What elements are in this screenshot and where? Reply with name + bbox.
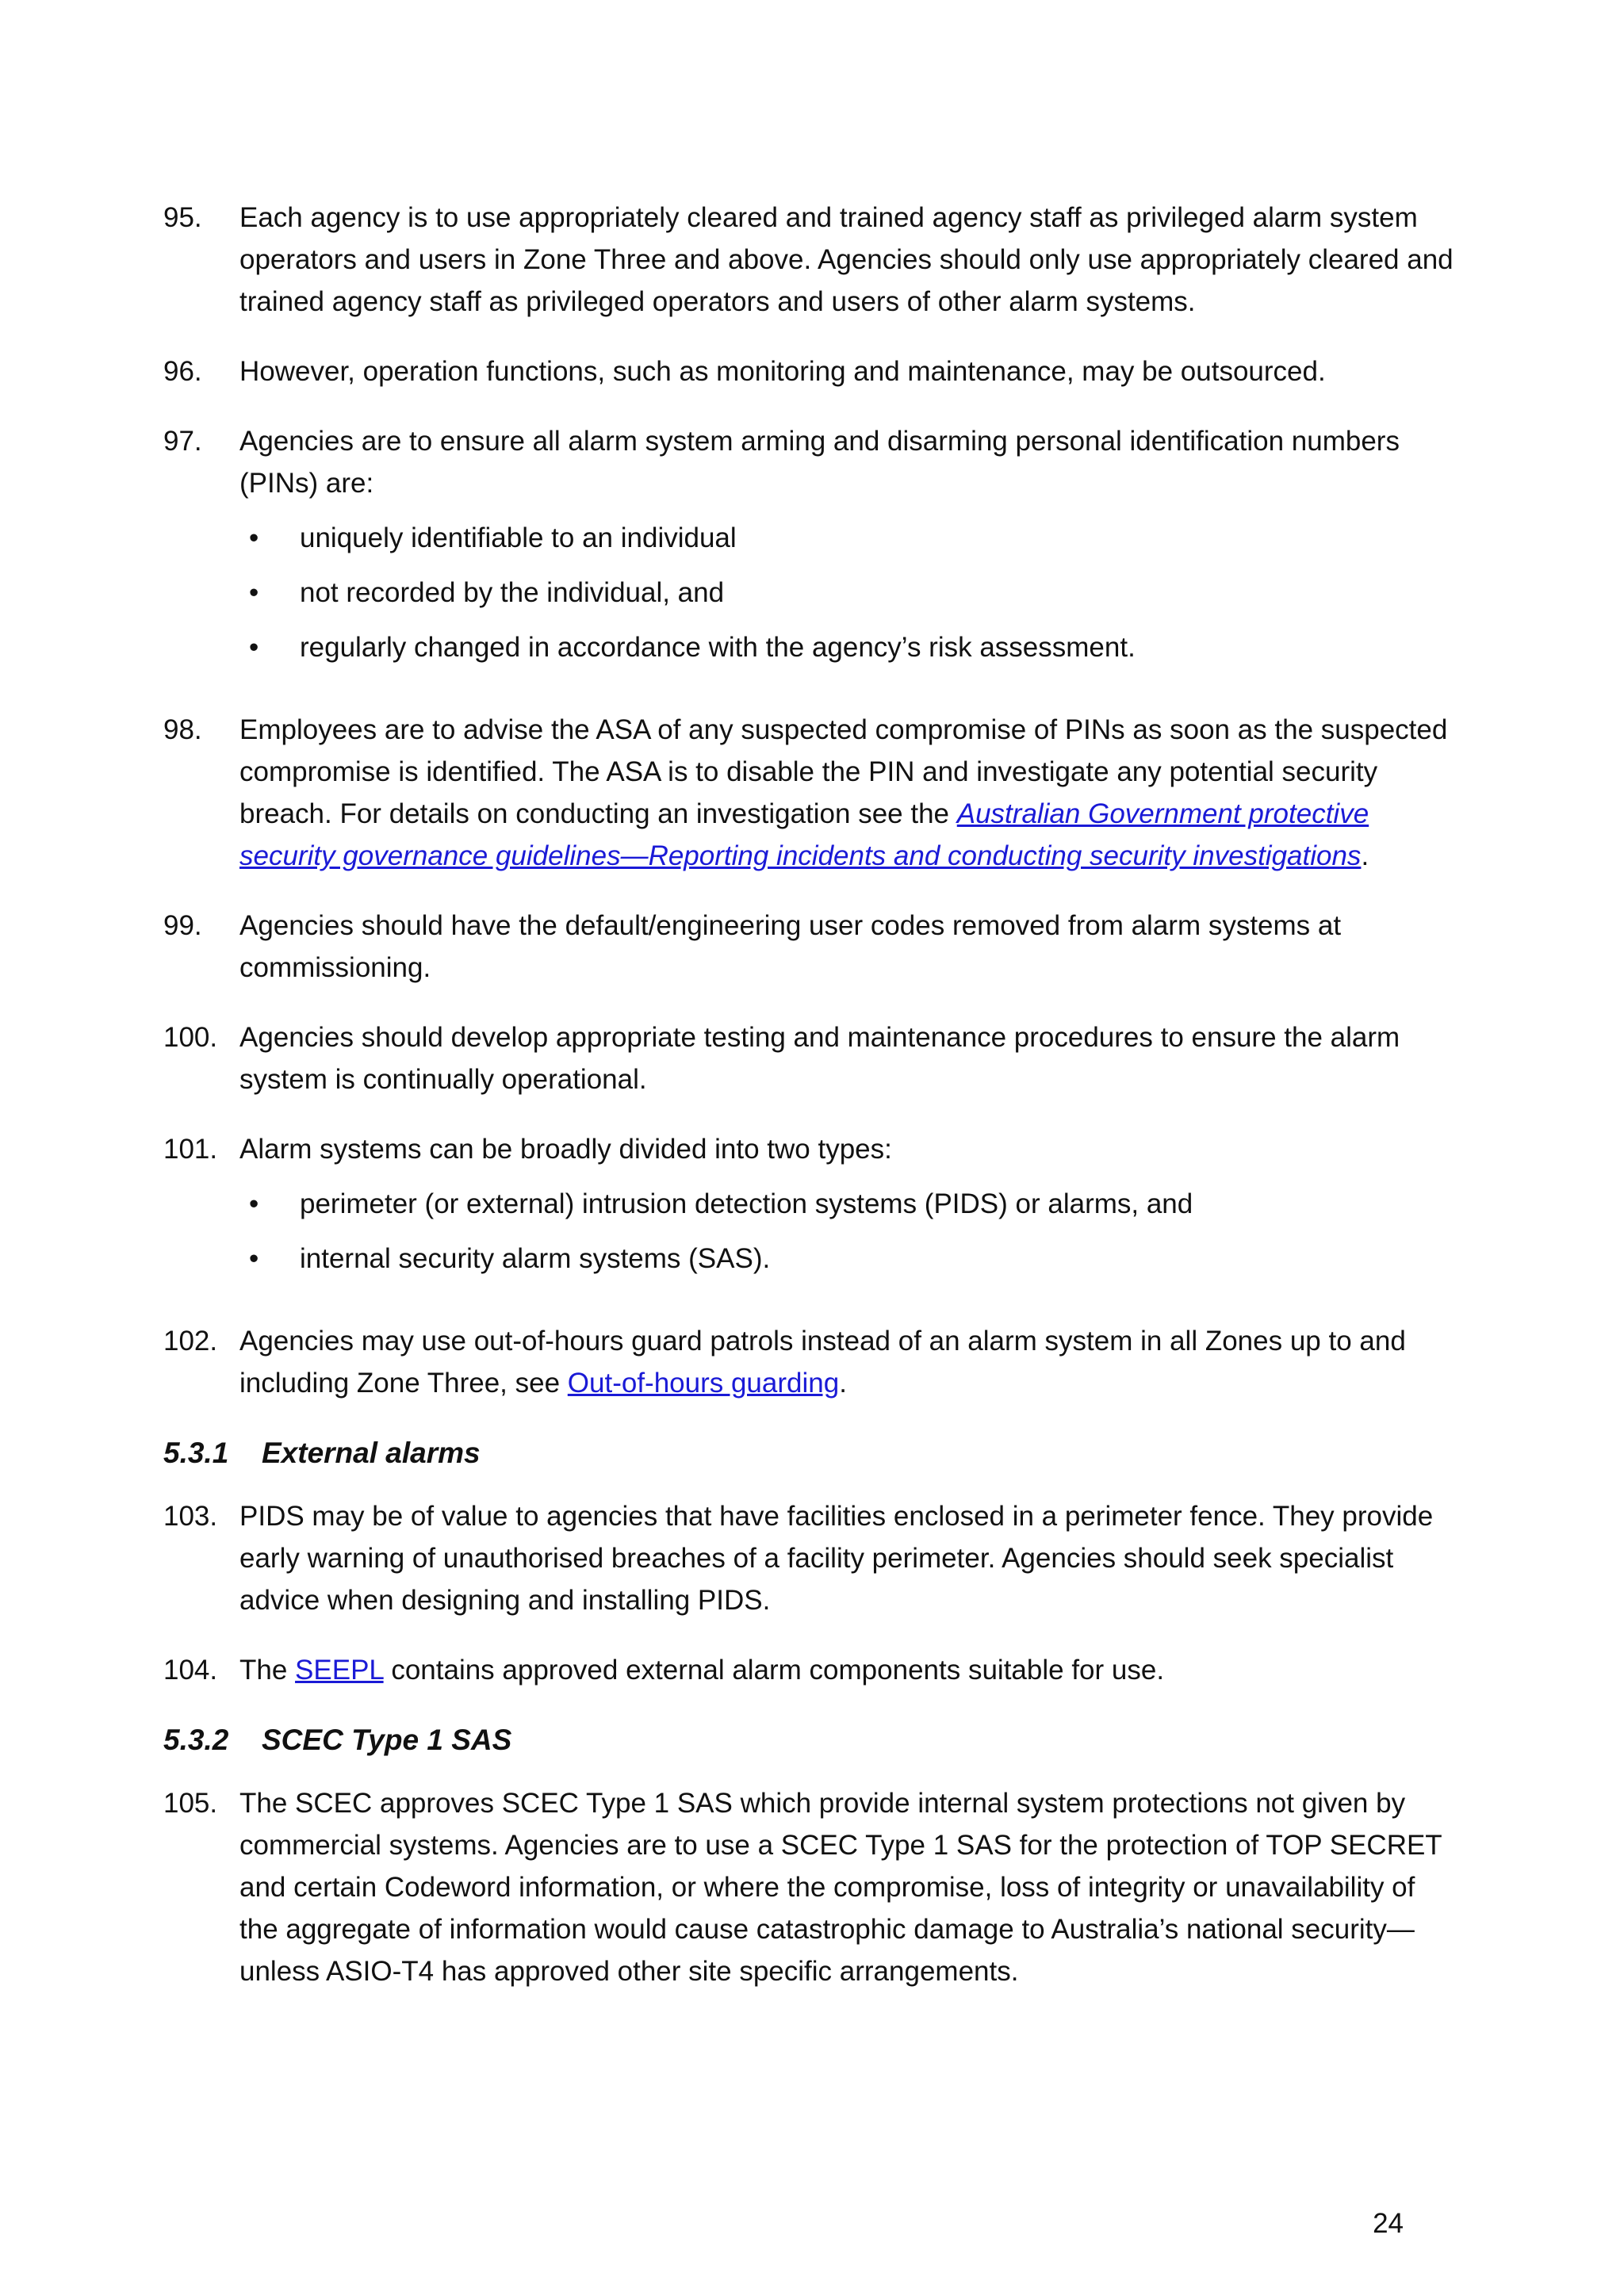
paragraph-number: 95.	[163, 202, 202, 233]
list-item-text: not recorded by the individual, and	[300, 577, 725, 608]
bullet-icon: •	[249, 1188, 259, 1219]
paragraph-number: 98.	[163, 714, 202, 745]
list-item	[239, 1238, 1456, 1280]
paragraph-100	[163, 1016, 1456, 1100]
paragraph-99	[163, 905, 1456, 989]
bullet-icon: •	[249, 632, 259, 663]
paragraph-number: 102.	[163, 1326, 218, 1357]
paragraph-105	[163, 1782, 1456, 1992]
paragraph-101	[163, 1128, 1456, 1292]
list-item	[239, 1183, 1456, 1225]
section-title: SCEC Type 1 SAS	[262, 1724, 512, 1756]
paragraph-103	[163, 1495, 1456, 1621]
page-number: 24	[1373, 2208, 1404, 2239]
list-item	[239, 517, 1456, 559]
list-item-text: internal security alarm systems (SAS).	[300, 1243, 771, 1274]
paragraph-number: 103.	[163, 1501, 218, 1532]
paragraph-text: Employees are to advise the ASA of any suspected compromise of PINs as soon as the suspected compromise is identified. The ASA is to disable the PIN and investigate any potential security breach. For details on conducting an investigation see the	[239, 714, 1448, 829]
paragraph-number: 99.	[163, 910, 202, 941]
section-heading-5-3-1	[163, 1432, 1456, 1475]
paragraph-98	[163, 709, 1456, 877]
paragraph-number: 97.	[163, 426, 202, 457]
section-number: 5.3.1	[163, 1437, 229, 1469]
section-title: External alarms	[262, 1437, 481, 1469]
paragraph-number: 96.	[163, 356, 202, 387]
paragraph-text: However, operation functions, such as monitoring and maintenance, may be outsourced.	[239, 356, 1326, 387]
paragraph-text: Agencies are to ensure all alarm system arming and disarming personal identification numbers (PINs) are:	[239, 426, 1400, 499]
paragraph-97	[163, 420, 1456, 681]
paragraph-text: Each agency is to use appropriately cleared and trained agency staff as privileged alarm system operators and users in Zone Three and above. Agencies should only use appropriately cleared and trained agency staff as privileged operators and users of other alarm systems.	[239, 202, 1454, 317]
out-of-hours-guarding-link[interactable]: Out-of-hours guarding	[567, 1368, 840, 1399]
bullet-icon: •	[249, 1243, 259, 1274]
list-item-text: perimeter (or external) intrusion detection systems (PIDS) or alarms, and	[300, 1188, 1193, 1219]
page-content	[163, 197, 1456, 2020]
seepl-link[interactable]: SEEPL	[295, 1655, 384, 1686]
paragraph-text: PIDS may be of value to agencies that have facilities enclosed in a perimeter fence. They provide early warning of unauthorised breaches of a facility perimeter. Agencies should seek specialist advice when designing and installing PIDS.	[239, 1501, 1434, 1616]
section-heading-5-3-2	[163, 1719, 1456, 1762]
paragraph-text: Agencies may use out-of-hours guard patrols instead of an alarm system in all Zones up to and including Zone Three, see	[239, 1326, 1406, 1399]
paragraph-number: 104.	[163, 1655, 218, 1686]
paragraph-text: Agencies should develop appropriate testing and maintenance procedures to ensure the alarm system is continually operational.	[239, 1022, 1400, 1095]
paragraph-number: 105.	[163, 1788, 218, 1819]
paragraph-104	[163, 1649, 1456, 1691]
paragraph-95	[163, 197, 1456, 323]
paragraph-96	[163, 350, 1456, 392]
paragraph-text: The SCEC approves SCEC Type 1 SAS which provide internal system protections not given by commercial systems. Agencies are to use a SCEC Type 1 SAS for the protection of TOP SECRET and certain Codeword information, or where the compromise, loss of integrity or unavailability of the aggregate of information would cause catastrophic damage to Australia’s national security—unless ASIO-T4 has approved other site specific arrangements.	[239, 1788, 1442, 1987]
governance-guidelines-link[interactable]: Australian Government protective security governance guidelines—Reporting incidents and conducting security investigations	[239, 798, 1369, 871]
bullet-icon: •	[249, 577, 259, 608]
bullet-list	[239, 517, 1456, 668]
list-item	[239, 572, 1456, 614]
paragraph-number: 101.	[163, 1134, 218, 1165]
bullet-list	[239, 1183, 1456, 1280]
paragraph-text-end: .	[1361, 840, 1369, 871]
paragraph-102	[163, 1320, 1456, 1404]
list-item	[239, 626, 1456, 668]
paragraph-text-end: .	[839, 1368, 847, 1399]
paragraph-text: Agencies should have the default/engineering user codes removed from alarm systems at commissioning.	[239, 910, 1342, 983]
section-number: 5.3.2	[163, 1724, 229, 1756]
paragraph-text: contains approved external alarm components suitable for use.	[383, 1655, 1165, 1686]
bullet-icon: •	[249, 522, 259, 553]
paragraph-text: Alarm systems can be broadly divided into two types:	[239, 1134, 892, 1165]
list-item-text: uniquely identifiable to an individual	[300, 522, 737, 553]
paragraph-text-start: The	[239, 1655, 296, 1686]
list-item-text: regularly changed in accordance with the agency’s risk assessment.	[300, 632, 1136, 663]
paragraph-number: 100.	[163, 1022, 218, 1053]
